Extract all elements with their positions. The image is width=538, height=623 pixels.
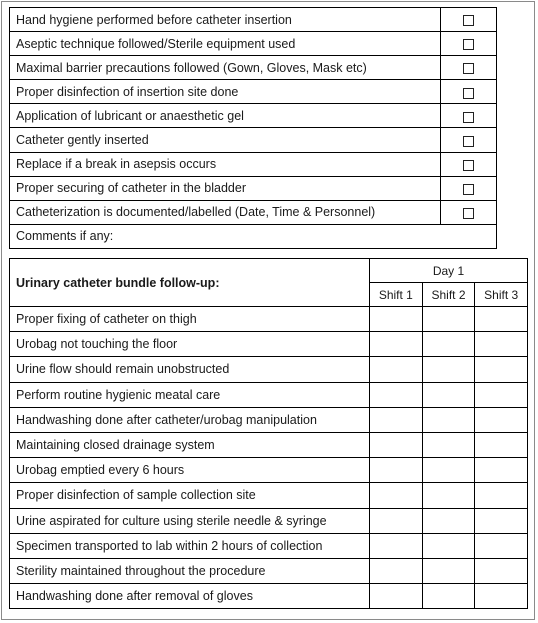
followup-row xyxy=(10,584,528,609)
checkbox[interactable] xyxy=(463,208,474,219)
checklist-row xyxy=(10,200,497,224)
followup-item-label: Handwashing done after catheter/urobag manipulation xyxy=(10,407,370,432)
followup-item-label: Proper disinfection of sample collection site xyxy=(10,483,370,508)
checklist-item-label: Replace if a break in asepsis occurs xyxy=(10,152,441,176)
shift-entry-cell[interactable] xyxy=(422,533,475,558)
shift-entry-cell[interactable] xyxy=(370,407,423,432)
followup-row xyxy=(10,533,528,558)
checklist-row xyxy=(10,152,497,176)
followup-row xyxy=(10,432,528,457)
followup-row xyxy=(10,357,528,382)
checkbox-cell xyxy=(441,80,497,104)
checkbox[interactable] xyxy=(463,39,474,50)
shift-entry-cell[interactable] xyxy=(422,432,475,457)
shift-entry-cell[interactable] xyxy=(370,458,423,483)
shift-entry-cell[interactable] xyxy=(422,558,475,583)
shift-entry-cell[interactable] xyxy=(422,407,475,432)
shift-entry-cell[interactable] xyxy=(475,558,528,583)
checklist-item-label: Catheterization is documented/labelled (Date, Time & Personnel) xyxy=(10,200,441,224)
shift-entry-cell[interactable] xyxy=(475,382,528,407)
shift-entry-cell[interactable] xyxy=(422,508,475,533)
checkbox-cell xyxy=(441,128,497,152)
checkbox-cell xyxy=(441,56,497,80)
followup-item-label: Handwashing done after removal of gloves xyxy=(10,584,370,609)
shift-entry-cell[interactable] xyxy=(475,307,528,332)
checkbox[interactable] xyxy=(463,63,474,74)
checklist-row xyxy=(10,32,497,56)
shift-header: Shift 1 xyxy=(370,283,423,307)
followup-item-label: Urine aspirated for culture using sterile needle & syringe xyxy=(10,508,370,533)
followup-item-label: Proper fixing of catheter on thigh xyxy=(10,307,370,332)
shift-entry-cell[interactable] xyxy=(370,332,423,357)
comments-label[interactable]: Comments if any: xyxy=(10,224,497,248)
shift-entry-cell[interactable] xyxy=(370,533,423,558)
checklist-item-label: Application of lubricant or anaesthetic gel xyxy=(10,104,441,128)
shift-entry-cell[interactable] xyxy=(370,307,423,332)
comments-row xyxy=(10,224,497,248)
shift-entry-cell[interactable] xyxy=(422,307,475,332)
checklist-row xyxy=(10,80,497,104)
shift-entry-cell[interactable] xyxy=(370,483,423,508)
shift-header: Shift 2 xyxy=(422,283,475,307)
followup-item-label: Perform routine hygienic meatal care xyxy=(10,382,370,407)
shift-entry-cell[interactable] xyxy=(475,584,528,609)
checkbox-cell xyxy=(441,8,497,32)
followup-row xyxy=(10,382,528,407)
followup-item-label: Maintaining closed drainage system xyxy=(10,432,370,457)
checklist-row xyxy=(10,128,497,152)
checkbox-cell xyxy=(441,152,497,176)
followup-row xyxy=(10,458,528,483)
checkbox-cell xyxy=(441,176,497,200)
shift-entry-cell[interactable] xyxy=(422,357,475,382)
checklist-item-label: Maximal barrier precautions followed (Gown, Gloves, Mask etc) xyxy=(10,56,441,80)
checklist-item-label: Aseptic technique followed/Sterile equipment used xyxy=(10,32,441,56)
shift-entry-cell[interactable] xyxy=(370,357,423,382)
followup-row xyxy=(10,483,528,508)
shift-entry-cell[interactable] xyxy=(370,382,423,407)
followup-item-label: Sterility maintained throughout the procedure xyxy=(10,558,370,583)
checkbox-cell xyxy=(441,104,497,128)
followup-item-label: Specimen transported to lab within 2 hours of collection xyxy=(10,533,370,558)
shift-entry-cell[interactable] xyxy=(475,533,528,558)
shift-entry-cell[interactable] xyxy=(370,508,423,533)
checklist-row xyxy=(10,176,497,200)
shift-entry-cell[interactable] xyxy=(475,458,528,483)
shift-entry-cell[interactable] xyxy=(422,584,475,609)
shift-entry-cell[interactable] xyxy=(475,483,528,508)
checklist-row xyxy=(10,8,497,32)
checkbox[interactable] xyxy=(463,112,474,123)
shift-entry-cell[interactable] xyxy=(370,558,423,583)
checkbox[interactable] xyxy=(463,136,474,147)
followup-row xyxy=(10,508,528,533)
shift-entry-cell[interactable] xyxy=(475,508,528,533)
checkbox-cell xyxy=(441,32,497,56)
followup-row xyxy=(10,558,528,583)
day-label: Day 1 xyxy=(370,259,528,283)
shift-entry-cell[interactable] xyxy=(422,458,475,483)
followup-item-label: Urobag not touching the floor xyxy=(10,332,370,357)
shift-entry-cell[interactable] xyxy=(422,382,475,407)
followup-item-label: Urobag emptied every 6 hours xyxy=(10,458,370,483)
checkbox-cell xyxy=(441,200,497,224)
shift-entry-cell[interactable] xyxy=(475,357,528,382)
followup-table xyxy=(9,258,528,609)
shift-entry-cell[interactable] xyxy=(422,332,475,357)
checklist-row xyxy=(10,104,497,128)
checklist-item-label: Proper disinfection of insertion site done xyxy=(10,80,441,104)
checklist-item-label: Catheter gently inserted xyxy=(10,128,441,152)
checkbox[interactable] xyxy=(463,160,474,171)
checklist-item-label: Proper securing of catheter in the bladder xyxy=(10,176,441,200)
shift-entry-cell[interactable] xyxy=(475,432,528,457)
followup-item-label: Urine flow should remain unobstructed xyxy=(10,357,370,382)
followup-title: Urinary catheter bundle follow-up: xyxy=(10,259,370,307)
checklist-item-label: Hand hygiene performed before catheter insertion xyxy=(10,8,441,32)
shift-entry-cell[interactable] xyxy=(370,432,423,457)
followup-row xyxy=(10,332,528,357)
shift-entry-cell[interactable] xyxy=(475,332,528,357)
shift-entry-cell[interactable] xyxy=(422,483,475,508)
checklist-row xyxy=(10,56,497,80)
followup-row xyxy=(10,407,528,432)
followup-row xyxy=(10,307,528,332)
checkbox[interactable] xyxy=(463,184,474,195)
checkbox[interactable] xyxy=(463,88,474,99)
shift-entry-cell[interactable] xyxy=(370,584,423,609)
shift-entry-cell[interactable] xyxy=(475,407,528,432)
followup-header-row xyxy=(10,259,528,283)
insertion-checklist-table xyxy=(9,7,497,249)
shift-header: Shift 3 xyxy=(475,283,528,307)
checkbox[interactable] xyxy=(463,15,474,26)
